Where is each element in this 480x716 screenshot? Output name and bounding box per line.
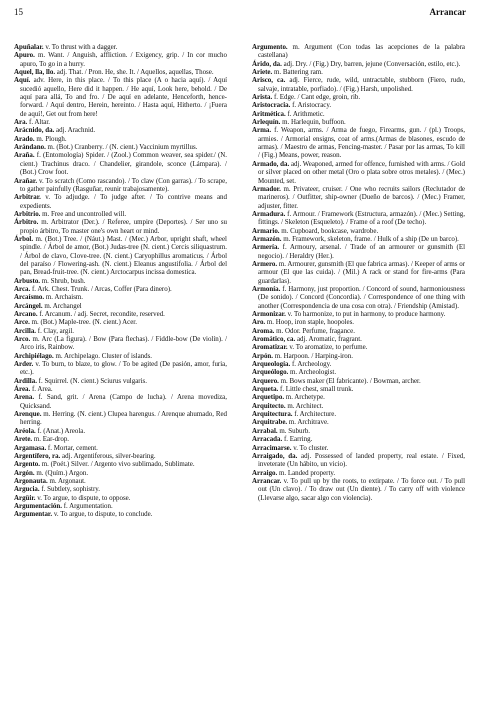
dictionary-entry — [14, 210, 227, 218]
definition: f. Armoury, arsenal. / Trade of an armourer or gunsmith (El negocio). / Heraldry (Her.). — [258, 243, 465, 260]
headword: Apuro. — [14, 51, 35, 60]
definition: adj. Argentiferous, silver-bearing. — [60, 451, 156, 460]
dictionary-entry — [252, 435, 465, 443]
dictionary-entry — [14, 510, 227, 518]
definition: f. Squirrel. (N. cient.) Sciurus vulgaris. — [36, 376, 147, 385]
dictionary-entry — [14, 235, 227, 277]
definition: m. (Poét.) Silver. / Argento vivo sublimado, Sublimate. — [40, 460, 195, 469]
definition: f. (Anat.) Areola. — [35, 426, 86, 435]
dictionary-entry — [14, 193, 227, 210]
dictionary-entry — [252, 68, 465, 76]
headword: Arder. — [14, 360, 34, 369]
headword: Aro. — [252, 318, 266, 327]
headword: Arrabal. — [252, 426, 278, 435]
dictionary-entry — [252, 360, 465, 368]
headword: Argumentación. — [14, 501, 62, 510]
dictionary-entry — [14, 135, 227, 143]
page-number: 15 — [14, 7, 23, 17]
definition: f. (Entomología) Spider. / (Zool.) Common weaver, sea spider./ (N. cient.) Trachinus draco. / Chandelier, girandole, sconce (Lámpara). / (Bot.) Crow foot. — [20, 151, 227, 177]
definition: m. Architrave. — [287, 418, 329, 427]
dictionary-entry — [14, 76, 227, 118]
definition: f. Aristocracy. — [290, 101, 332, 110]
headword: Armero. — [252, 259, 278, 268]
headword: Aroma. — [252, 326, 275, 335]
headword: Arpón. — [252, 351, 274, 360]
headword: Arcilla. — [14, 326, 37, 335]
definition: f. Area. — [30, 385, 53, 394]
definition: m. Harlequin, buffoon. — [280, 118, 346, 127]
dictionary-entry — [14, 435, 227, 443]
headword: Argento. — [14, 460, 41, 469]
headword: Arracimarse. — [252, 443, 292, 452]
definition: m. (Bot.) Maple-tree. (N. cient.) Acer. — [29, 318, 137, 327]
headword: Arisco, ca. — [252, 76, 286, 85]
definition: f. Arithmetic. — [285, 109, 325, 118]
dictionary-entry — [252, 60, 465, 68]
dictionary-entry — [252, 126, 465, 159]
dictionary-entry — [14, 352, 227, 360]
headword: Armonía. — [252, 284, 281, 293]
headword: Armería. — [252, 243, 280, 252]
headword: Árbol. — [14, 234, 34, 243]
definition: m. Battering ram. — [272, 68, 323, 77]
headword: Arete. — [14, 435, 33, 444]
headword: Arenque. — [14, 410, 42, 419]
dictionary-entry — [14, 126, 227, 134]
definition: m. (Quím.) Argon. — [34, 468, 89, 477]
dictionary-entry — [252, 285, 465, 310]
headword: Aréola. — [14, 426, 36, 435]
dictionary-entry — [252, 393, 465, 401]
definition: f. Clay, argil. — [36, 326, 74, 335]
running-head: Arrancar — [429, 7, 466, 17]
headword: Arquetipo. — [252, 393, 285, 402]
dictionary-entry — [252, 227, 465, 235]
headword: Aromatizar. — [252, 343, 288, 352]
headword: Argumento. — [252, 43, 288, 51]
headword: Ardilla. — [14, 376, 37, 385]
headword: Argüir. — [14, 493, 36, 502]
definition: f. Weapon, arms. / Arma de fuego, Firearms, gun. / (pl.) Troops, armies. / Armorial ensigns, coat of arms.(Armas de blasones, escudo de armas). / Maestro de armas, Fencing-master. / Pasar por las armas, To kill / (Fig.) Means, power, reason. — [258, 126, 465, 160]
headword: Armado, da. — [252, 159, 290, 168]
dictionary-entry — [252, 101, 465, 109]
dictionary-entry — [14, 427, 227, 435]
definition: f. Archeology. — [290, 360, 332, 369]
dictionary-entry — [14, 410, 227, 427]
definition: adj. Weaponed, armed for offence, furnished with arms. / Gold or silver placed on other metal (Oro o plata sobre otros metales). / (Mec.) Mounted, set. — [258, 159, 465, 185]
definition: m. Plough. — [34, 134, 67, 143]
definition: m. Arc (La figura). / Bow (Para flechas). / Fiddle-bow (De violín). / Arco iris, Rainbow. — [20, 335, 227, 352]
headword: Aquí. — [14, 76, 31, 85]
definition: v. To thrust with a dagger. — [43, 43, 118, 51]
definition: m. Armourer, gunsmith (El que fabrica armas). / Keeper of arms or armour (El que las cuida). / (Mil.) A rack or stand for fire-arms (Para guardarlas). — [258, 259, 465, 285]
definition: m. Privateer, cruiser. / One who recruits sailors (Reclutador de marineros). / Outfitter, ship-owner (Dueño de barcos). / (Mec.) Framer, adjuster, fitter. — [258, 184, 465, 210]
headword: Arácnido, da. — [14, 126, 55, 135]
definition: f. Mortar, cement. — [46, 443, 98, 452]
definition: v. To adjudge. / To judge after. / To contrive means and expedients. — [20, 193, 227, 210]
headword: Arquero. — [252, 376, 279, 385]
dictionary-entry — [14, 143, 227, 151]
dictionary-entry — [252, 93, 465, 101]
dictionary-entry — [14, 177, 227, 194]
definition: m. (Bot.) Cranberry. / (N. cient.) Vaccinium myrtillus. — [45, 143, 198, 152]
definition: m. Cupboard, bookcase, wardrobe. — [279, 226, 379, 235]
definition: adj. Possessed of landed property, real estate. / Fixed, inveterate (Un hábito, un vicio). — [258, 451, 465, 469]
headword: Arce. — [14, 318, 30, 327]
dictionary-entry — [252, 185, 465, 210]
headword: Apuñalar. — [14, 43, 44, 51]
dictionary-entry — [14, 485, 227, 493]
headword: Arcángel. — [14, 301, 43, 310]
headword: Arquitrabe. — [252, 418, 288, 427]
definition: adj. Arachnid. — [54, 126, 96, 135]
definition: m. Suburb. — [277, 426, 311, 435]
headword: Arraigo. — [252, 468, 278, 477]
dictionary-entry — [14, 377, 227, 385]
definition: m. Framework, skeleton, frame. / Hulk of a ship (De un barco). — [281, 234, 459, 243]
definition: m. Ear-drop. — [32, 435, 70, 444]
dictionary-entry — [252, 352, 465, 360]
definition: f. Architecture. — [292, 410, 337, 419]
definition: v. To burn, to blaze, to glow. / To be agited (De pasión, amor, furia, etc.). — [20, 360, 227, 377]
dictionary-entry — [252, 368, 465, 376]
definition: adj. Dry. / (Fig.) Dry, barren, jejune (Conversación, estilo, etc.). — [281, 59, 461, 68]
dictionary-entry — [252, 43, 465, 60]
dictionary-entry — [14, 469, 227, 477]
headword: Argentífero, ra. — [14, 451, 61, 460]
dictionary-entry — [252, 444, 465, 452]
definition: f. Little chest, small trunk. — [278, 385, 354, 394]
dictionary-entry — [14, 460, 227, 468]
headword: Armador. — [252, 184, 281, 193]
dictionary-entry — [252, 110, 465, 118]
definition: adj. Aromatic, fragrant. — [295, 335, 362, 344]
definition: m. Shrub, bush. — [40, 276, 86, 285]
definition: m. Archangel — [42, 301, 82, 310]
headword: Arraigado, da. — [252, 451, 298, 460]
dictionary-entry — [252, 260, 465, 285]
dictionary-entry — [14, 494, 227, 502]
headword: Aromático, ca. — [252, 335, 296, 344]
dictionary-entry — [14, 277, 227, 285]
dictionary-entry — [252, 343, 465, 351]
definition: m. Odor. Perfume, fragance. — [274, 326, 355, 335]
definition: m. Architect. — [285, 401, 324, 410]
dictionary-entry — [14, 452, 227, 460]
dictionary-entry — [252, 402, 465, 410]
headword: Arena. — [14, 393, 35, 402]
dictionary-entry — [14, 360, 227, 377]
definition: adv. Here, in this place. / To this place (A o hacia aquí). / Aquí sucedió aquello, Here did it happen. / He aquí, Look here, behold. / De aquí para allá, To and fro. / De aquí en adelante, Henceforth, hence-forward. / Aquí dentro, Herein, hereinto. / Hasta aquí, Hitherto. / ¡Fuera de aquí!, Get out from here! — [20, 76, 227, 118]
dictionary-entry — [14, 310, 227, 318]
definition: f. Arcanum. / adj. Secret, recondite, reserved. — [37, 310, 165, 318]
definition: m. Herring. (N. cient.) Clupea harengus. / Arenque ahumado, Red herring. — [20, 410, 227, 427]
definition: adj. That. / Pron. He, she. It. / Aquellos, aquellas, Those. — [55, 68, 214, 77]
definition: m. (Bot.) Tree. / (Náut.) Mast. / (Mec.) Arbor, upright shaft, wheel spindle. / Árbol de amor, (Bot.) Judas-tree (N. cient.) Cercis siliquastrum. / Árbol de clavo, Clove-tree. (N. cient.) Caryophillus aromaticus. / Árbol del paraíso / Flowering-ash. (N. cient.) Eleanus angustifolia. / Árbol del pan, Bread-fruit-tree. (N. cient.) Arctocarpus incissa domestica. — [20, 234, 227, 277]
dictionary-entry — [252, 385, 465, 393]
dictionary-entry — [14, 43, 227, 51]
headword: Armonizar. — [252, 310, 286, 318]
dictionary-entry — [14, 393, 227, 410]
definition: adj. Fierce, rude, wild, untractable, stubborn (Fiero, rudo, salvaje, intratable, porfiado). / (Fig.) Harsh, unpolished. — [258, 76, 465, 93]
dictionary-entry — [252, 469, 465, 477]
headword: Aristocracia. — [252, 101, 291, 110]
headword: Arma. — [252, 126, 272, 135]
definition: v. To argue, to dispute, to oppose. — [35, 493, 131, 502]
definition: v. To aromatize, to perfume. — [287, 343, 368, 352]
headword: Arista. — [252, 93, 273, 102]
dictionary-entry — [252, 160, 465, 185]
headword: Aquel, lla, llo. — [14, 68, 56, 77]
headword: Área. — [14, 385, 31, 394]
definition: f. Ark. Chest. Trunk. / Arcas, Coffer (Para dinero). — [30, 284, 172, 293]
dictionary-entry — [252, 452, 465, 469]
dictionary-entry — [252, 427, 465, 435]
dictionary-entry — [14, 318, 227, 326]
definition: v. To scratch (Como rascando). / To claw (Con garras). / To scrape, to gather painfully (Rasguñar, reunir trabajosamente). — [20, 176, 227, 193]
headword: Arbitrar. — [14, 193, 41, 202]
headword: Arqueólogo. — [252, 368, 289, 377]
definition: m. Archetype. — [284, 393, 325, 402]
dictionary-entry — [252, 418, 465, 426]
dictionary-entry — [252, 235, 465, 243]
definition: m. Argument (Con todas las acepciones de la palabra castellana) — [258, 43, 465, 60]
dictionary-entry — [14, 502, 227, 510]
dictionary-entry — [252, 327, 465, 335]
dictionary-entry — [14, 444, 227, 452]
dictionary-entry — [14, 118, 227, 126]
headword: Armazón. — [252, 234, 282, 243]
right-column — [252, 43, 465, 502]
definition: f. Subtlety, sophistry. — [39, 485, 101, 494]
definition: f. Harmony, just proportion. / Concord of sound, harmoniousness (De sonido). / Concord (Concordia). / Correspondence of one thing with another (Correspondencia de una cosa con otra). / Friendship (Amistad). — [258, 284, 465, 310]
headword: Aritmética. — [252, 109, 286, 118]
headword: Arqueología. — [252, 360, 291, 369]
headword: Arlequín. — [252, 118, 281, 127]
dictionary-entry — [252, 76, 465, 93]
headword: Argumentar. — [14, 510, 53, 519]
headword: Argonauta. — [14, 476, 48, 485]
headword: Arqueta. — [252, 385, 279, 394]
headword: Arco. — [14, 335, 31, 344]
headword: Arcano. — [14, 310, 38, 318]
definition: f. Earring. — [282, 435, 313, 444]
definition: m. Harpoon. / Harping-iron. — [273, 351, 353, 360]
dictionary-entry — [252, 377, 465, 385]
dictionary-entry — [14, 327, 227, 335]
dictionary-entry — [14, 151, 227, 176]
definition: f. Altar. — [27, 118, 51, 127]
headword: Ara. — [14, 118, 28, 127]
dictionary-entry — [252, 118, 465, 126]
definition: v. To argue, to dispute, to conclude. — [52, 510, 153, 519]
dictionary-entry — [252, 335, 465, 343]
headword: Árido, da. — [252, 59, 282, 68]
dictionary-entry — [14, 51, 227, 68]
dictionary-entry — [14, 218, 227, 235]
headword: Archipiélago. — [14, 351, 54, 360]
dictionary-entry — [14, 302, 227, 310]
headword: Argamasa. — [14, 443, 47, 452]
headword: Arcaísmo. — [14, 293, 45, 302]
headword: Ariete. — [252, 68, 273, 77]
definition: m. Argonaut. — [47, 476, 86, 485]
dictionary-entry — [14, 285, 227, 293]
definition: f. Sand, grit. / Arena (Campo de lucha). / Arena movediza, Quicksand. — [20, 393, 227, 410]
dictionary-entry — [252, 410, 465, 418]
definition: v. To pull up by the roots, to extirpate. / To force out. / To pull out (Un clavo). / To draw out (Un diente). / To carry off with violence (Llevarse algo, sacar algo con violencia). — [258, 476, 465, 502]
dictionary-entry — [252, 310, 465, 318]
definition: m. Hoop, iron staple, hoopoles. — [265, 318, 355, 327]
headword: Arracada. — [252, 435, 283, 444]
dictionary-entry — [252, 318, 465, 326]
headword: Arquitectura. — [252, 410, 293, 419]
definition: m. Free and uncontrolled will. — [40, 209, 127, 218]
definition: m. Archaism. — [44, 293, 84, 302]
definition: f. Argumentation. — [61, 501, 113, 510]
headword: Árbitro. — [14, 218, 39, 227]
headword: Arrancar. — [252, 476, 282, 485]
headword: Argón. — [14, 468, 35, 477]
definition: m. Archipelago. Cluster of islands. — [53, 351, 153, 360]
headword: Arbusto. — [14, 276, 41, 285]
headword: Araña. — [14, 151, 35, 160]
left-column — [14, 43, 227, 519]
definition: v. To cluster. — [291, 443, 329, 452]
headword: Armario. — [252, 226, 280, 235]
dictionary-entry — [14, 335, 227, 352]
definition: m. Bows maker (El fabricante). / Bowman, archer. — [278, 376, 421, 385]
headword: Arándano. — [14, 143, 46, 152]
headword: Arado. — [14, 134, 35, 143]
dictionary-entry — [14, 68, 227, 76]
definition: m. Arbitrator (Der.). / Referee, umpire (Deportes). / Ser uno su propio árbitro, To master one's own heart or mind. — [20, 218, 227, 235]
headword: Argucia. — [14, 485, 40, 494]
definition: m. Landed property. — [277, 468, 336, 477]
definition: f. Armour. / Framework (Estructura, armazón). / (Mec.) Setting, fittings. / Skeleton (Esqueleto). / Frame of a roof (De techo). — [258, 209, 465, 227]
definition: v. To harmonize, to put in harmony, to produce harmony. — [285, 310, 446, 318]
definition: f. Edge. / Cant edge, groin, rib. — [272, 93, 361, 102]
headword: Armadura. — [252, 209, 286, 218]
headword: Arquitecto. — [252, 401, 286, 410]
definition: m. Archeologist. — [288, 368, 337, 377]
dictionary-entry — [14, 293, 227, 301]
headword: Arca. — [14, 284, 31, 293]
dictionary-entry — [252, 243, 465, 260]
dictionary-entry — [252, 210, 465, 227]
dictionary-entry — [14, 385, 227, 393]
dictionary-entry — [14, 477, 227, 485]
dictionary-entry — [252, 477, 465, 502]
headword: Arbitrio. — [14, 209, 41, 218]
headword: Arañar. — [14, 176, 38, 185]
definition: m. Want. / Anguish, affliction. / Exigency, grip. / In cor mucho apuro, To go in a hurry. — [20, 51, 227, 68]
